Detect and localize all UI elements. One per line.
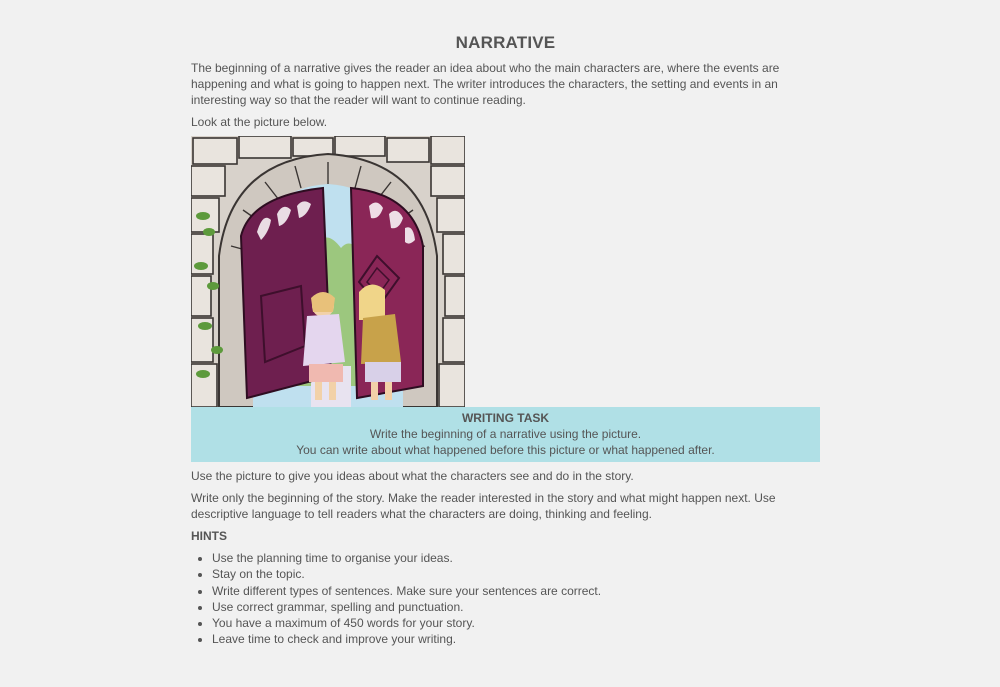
stimulus-picture — [191, 136, 465, 407]
hint-item: • Write different types of sentences. Make sure your sentences are correct. — [212, 583, 820, 599]
hint-item: • Stay on the topic. — [212, 566, 820, 582]
writing-task-line-1: Write the beginning of a narrative using the picture. — [369, 427, 642, 441]
write-only-instruction: Write only the beginning of the story. Make the reader interested in the story and what might happen next. Use descriptive language to tell readers what the characters are doing, thinking and feeling. — [191, 491, 776, 521]
hint-item: • Use the planning time to organise your ideas. — [212, 550, 820, 566]
hint-item: • Leave time to check and improve your writing. — [212, 631, 820, 647]
hints-list — [191, 550, 820, 648]
hint-item: • Use correct grammar, spelling and punctuation. — [212, 599, 820, 615]
narrative-task-content — [191, 0, 820, 648]
hints-title: HINTS — [191, 529, 227, 543]
writing-task-title: WRITING TASK — [461, 411, 550, 425]
page-title: NARRATIVE — [455, 33, 556, 52]
writing-task-line-2: You can write about what happened before this picture or what happened after. — [296, 443, 715, 457]
look-instruction: Look at the picture below. — [191, 115, 328, 129]
intro-paragraph: The beginning of a narrative gives the reader an idea about who the main characters are, where the events are happening and what is going to happen next. The writer introduces the characters, the setting and events in an interesting way so that the reader will want to continue reading. — [191, 61, 780, 107]
writing-task-box — [191, 407, 820, 462]
use-picture-instruction: Use the picture to give you ideas about what the characters see and do in the story. — [191, 469, 634, 483]
hint-item: • You have a maximum of 450 words for your story. — [212, 615, 820, 631]
